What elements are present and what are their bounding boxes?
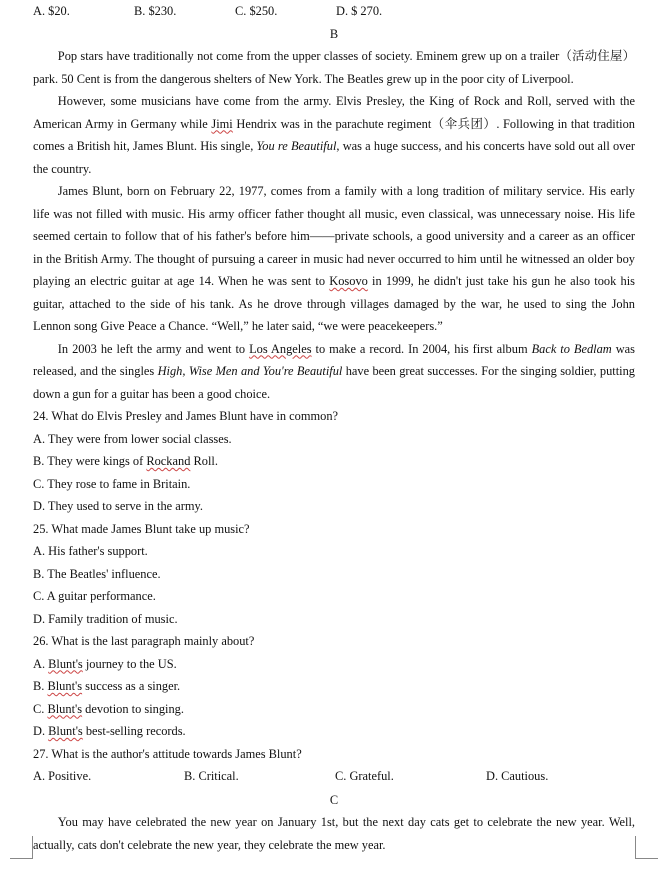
question-26-option-c: C. Blunt's devotion to singing. [33,701,184,716]
paragraph-2-text-a: However, some musicians have come from the army. Elvis Presley, the King of Rock and Roll, served with the American Army in Germany while [33,94,635,131]
word-blunts: Blunt's [48,724,83,738]
paragraph-4 [33,338,635,406]
question-27-option-d: D. Cautious. [486,769,549,783]
question-25-option-a: A. His father's support. [33,544,148,558]
paragraph-4-text-b: to make a record. In 2004, his first album [311,341,532,356]
word-blunts: Blunt's [47,679,83,693]
question-25: 25. What made James Blunt take up music? [33,521,250,536]
crop-mark-bottom-left [10,836,33,859]
crop-mark-bottom-right [635,836,658,859]
paragraph-1 [33,45,635,90]
option-b: B. $230. [134,4,177,18]
question-26-option-d: D. Blunt's best-selling records. [33,724,186,738]
question-24-option-d: D. They used to serve in the army. [33,499,203,513]
question-26: 26. What is the last paragraph mainly about? [33,634,255,648]
paragraph-4-text-d: have been great successes. For the singing soldier, putting down a gun for a guitar has been a good choice. [33,364,635,401]
paragraph-2-text-c: , was a huge success, and his concerts have sold out all over the country. [33,139,635,176]
paragraph-2 [33,90,635,180]
option-d: D. $ 270. [336,4,383,18]
paragraph-5: You may have celebrated the new year on January 1st, but the next day cats get to celebrate the new year. Well, actually, cats don't celebrate the new year, they celebrate the mew year. [33,815,635,852]
word-rockand: Rockand [146,454,191,468]
paragraph-1-text-a: Pop stars have traditionally not come from the upper classes of society. Eminem grew up on a trailer [57,49,560,63]
paragraph-4-text-c: was released, and the singles [33,341,636,378]
question-27-option-a: A. Positive. [33,769,92,783]
paragraph-2-text-b: Hendrix was in the parachute regiment（伞兵团）. Following in that tradition comes a British hit, James Blunt. His single, [33,116,636,153]
paragraph-3-text-b: in 1999, he didn't just take his gun he also took his guitar, attached to the side of his tank. As he drove through villages damaged by the war, he used to sing the John Lennon song Give Peace a Chance. “Well,” he later said, “we were peacekeepers.” [33,274,635,333]
album-title: Back to Bedlam [531,341,612,356]
word-blunts: Blunt's [47,701,83,716]
paragraph-3-text-a: James Blunt, born on February 22, 1977, comes from a family with a long tradition of military service. His early life was not filled with music. His army officer father thought all music, even classical, was unnecessary noise. His life seemed certain to follow that of his father's before him——private schools, a good university and a career as an officer in the British Army. The thought of pursuing a career in music had never occurred to him until he witnessed an older boy playing an electric guitar at age 14. When he was sent to [33,184,635,288]
question-24-option-a: A. They were from lower social classes. [33,431,232,446]
question-24-option-b: B. They were kings of Rockand Roll. [33,454,218,468]
question-27-option-c: C. Grateful. [335,769,394,783]
song-title: You re Beautiful [256,139,337,153]
question-26-option-b: B. Blunt's success as a singer. [33,679,181,693]
paragraph-3 [33,180,635,338]
singles-titles: High, Wise Men and You're Beautiful [157,364,343,378]
question-25-option-d: D. Family tradition of music. [33,611,178,626]
option-c: C. $250. [235,4,278,18]
place-kosovo: Kosovo [329,274,368,288]
top-options-row [33,0,635,23]
question-27: 27. What is the author's attitude towards James Blunt? [33,746,302,761]
paragraph-1-text-c: park. 50 Cent is from the dangerous shelters of New York. The Beatles grew up in the poor city of Liverpool. [33,71,574,86]
section-heading-b: B [329,26,339,41]
question-24-option-c: C. They rose to fame in Britain. [33,476,191,491]
name-jimi: Jimi [211,116,233,131]
question-24: 24. What do Elvis Presley and James Blunt have in common? [33,409,339,423]
question-27-option-b: B. Critical. [184,769,239,783]
question-25-option-b: B. The Beatles' influence. [33,566,161,581]
question-26-option-a: A. Blunt's journey to the US. [33,656,177,671]
question-27-options-row [33,765,635,788]
place-los-angeles: Los Angeles [249,341,312,356]
paragraph-4-text-a: In 2003 he left the army and went to [57,341,250,356]
option-a: A. $20. [33,4,70,18]
word-blunts: Blunt's [48,656,83,671]
document-page [33,0,635,856]
question-25-option-c: C. A guitar performance. [33,589,156,603]
paragraph-1-gloss: （活动住屋） [559,49,636,63]
section-heading-c: C [329,792,339,807]
